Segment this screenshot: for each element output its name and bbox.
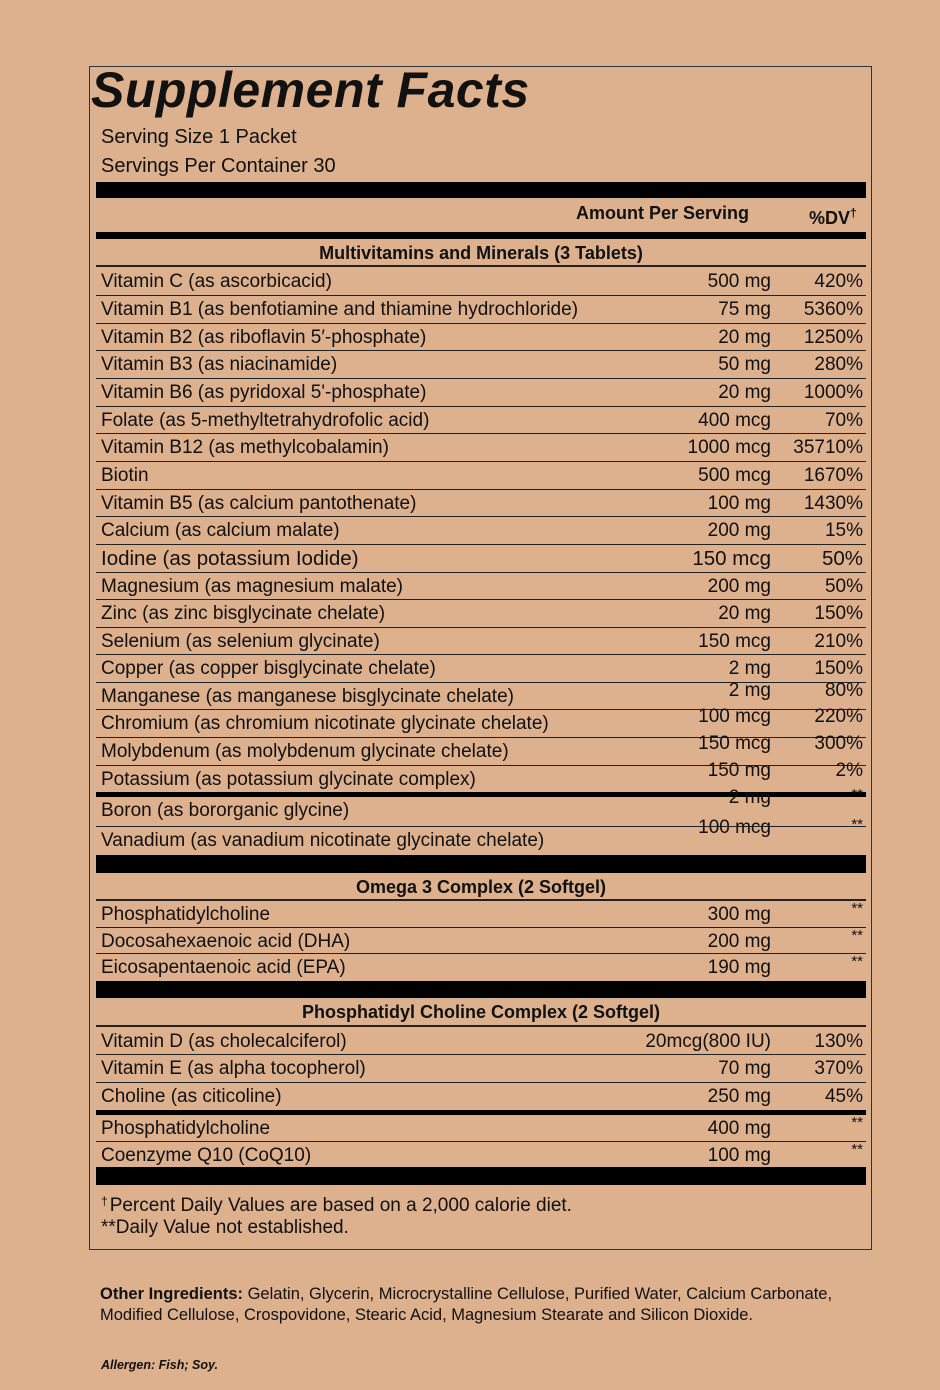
nutrient-row bbox=[96, 490, 866, 518]
nutrient-dv: 35710% bbox=[793, 437, 863, 458]
nutrient-name: Potassium (as potassium glycinate complex) bbox=[101, 769, 476, 790]
nutrient-amount: 150 mcg bbox=[698, 733, 771, 754]
nutrient-dv: 1430% bbox=[803, 493, 863, 514]
nutrient-row bbox=[96, 628, 866, 656]
nutrient-amount: 300 mg bbox=[707, 904, 771, 925]
dv-dagger: † bbox=[850, 206, 857, 220]
nutrient-dv: ** bbox=[851, 1141, 863, 1158]
nutrient-dv: ** bbox=[851, 816, 863, 833]
nutrient-row bbox=[96, 462, 866, 490]
amount-per-serving-header: Amount Per Serving bbox=[576, 203, 750, 223]
nutrient-row bbox=[96, 268, 866, 296]
nutrient-amount: 400 mg bbox=[707, 1118, 771, 1139]
nutrient-amount: 20 mg bbox=[718, 382, 771, 403]
nutrient-dv: 420% bbox=[814, 271, 863, 292]
nutrient-amount: 100 mcg bbox=[698, 706, 771, 727]
nutrient-name: Selenium (as selenium glycinate) bbox=[101, 631, 380, 652]
nutrient-dv: 50% bbox=[824, 576, 863, 597]
nutrient-amount: 200 mg bbox=[707, 520, 771, 541]
nutrient-amount: 70 mg bbox=[718, 1058, 771, 1079]
nutrient-dv: 80% bbox=[824, 680, 863, 701]
nutrient-amount: 2 mg bbox=[728, 658, 771, 679]
nutrient-dv: 150% bbox=[814, 603, 863, 624]
section-title-multivitamins: Multivitamins and Minerals (3 Tablets) bbox=[319, 243, 643, 263]
nutrient-name: Vitamin B6 (as pyridoxal 5'-phosphate) bbox=[101, 382, 427, 403]
nutrient-dv: 300% bbox=[814, 733, 863, 754]
nutrient-amount: 50 mg bbox=[718, 354, 771, 375]
nutrient-dv: 45% bbox=[824, 1086, 863, 1107]
nutrient-name: Vitamin B2 (as riboflavin 5′-phosphate) bbox=[101, 327, 427, 348]
footnote-not-established: **Daily Value not established. bbox=[101, 1217, 349, 1238]
section-title-omega3: Omega 3 Complex (2 Softgel) bbox=[355, 877, 607, 897]
nutrient-row bbox=[96, 901, 866, 929]
nutrient-dv: ** bbox=[851, 953, 863, 970]
other-ingredients bbox=[100, 1284, 845, 1326]
nutrient-row bbox=[96, 1055, 866, 1083]
nutrient-row bbox=[96, 1142, 866, 1170]
nutrient-amount: 100 mg bbox=[707, 493, 771, 514]
nutrient-amount: 2 mg bbox=[728, 787, 771, 808]
nutrient-dv: 5360% bbox=[803, 299, 863, 320]
nutrient-dv: ** bbox=[851, 1114, 863, 1131]
nutrient-amount: 190 mg bbox=[707, 957, 771, 978]
nutrient-name: Chromium (as chromium nicotinate glycinate chelate) bbox=[101, 713, 549, 734]
nutrient-amount: 1000 mcg bbox=[687, 437, 771, 458]
nutrient-amount: 200 mg bbox=[707, 576, 771, 597]
nutrient-name: Vitamin B5 (as calcium pantothenate) bbox=[101, 493, 417, 514]
nutrient-dv: 70% bbox=[824, 410, 863, 431]
nutrient-name: Vanadium (as vanadium nicotinate glycinate chelate) bbox=[101, 830, 545, 851]
section-divider bbox=[96, 1025, 866, 1027]
nutrient-row bbox=[96, 954, 866, 982]
nutrient-dv: 150% bbox=[814, 658, 863, 679]
header-divider bbox=[96, 232, 866, 239]
nutrient-name: Docosahexaenoic acid (DHA) bbox=[101, 931, 351, 952]
nutrient-name: Phosphatidylcholine bbox=[101, 1118, 271, 1139]
nutrient-amount: 500 mg bbox=[707, 271, 771, 292]
nutrient-amount: 100 mcg bbox=[698, 817, 771, 838]
nutrient-row bbox=[96, 407, 866, 435]
nutrient-amount: 20mcg(800 IU) bbox=[645, 1031, 771, 1052]
allergen-statement: Allergen: Fish; Soy. bbox=[101, 1358, 218, 1372]
nutrient-dv: 1000% bbox=[803, 382, 863, 403]
serving-size: Serving Size 1 Packet bbox=[101, 126, 297, 148]
nutrient-name: Choline (as citicoline) bbox=[101, 1086, 282, 1107]
nutrient-name: Vitamin B3 (as niacinamide) bbox=[101, 354, 338, 375]
nutrient-amount: 150 mcg bbox=[692, 547, 771, 570]
nutrient-name: Calcium (as calcium malate) bbox=[101, 520, 340, 541]
other-ingredients-label: Other Ingredients: bbox=[100, 1285, 244, 1303]
nutrient-name: Folate (as 5-methyltetrahydrofolic acid) bbox=[101, 410, 430, 431]
nutrient-dv: 130% bbox=[814, 1031, 863, 1052]
nutrient-name: Iodine (as potassium Iodide) bbox=[101, 547, 359, 570]
nutrient-name: Vitamin C (as ascorbicacid) bbox=[101, 271, 332, 292]
footnote-dagger: † bbox=[101, 1194, 108, 1208]
nutrient-amount: 500 mcg bbox=[698, 465, 771, 486]
nutrient-dv: 220% bbox=[814, 706, 863, 727]
nutrient-name: Molybdenum (as molybdenum glycinate chelate) bbox=[101, 741, 509, 762]
nutrient-name: Vitamin B1 (as benfotiamine and thiamine hydrochloride) bbox=[101, 299, 579, 320]
nutrient-name: Eicosapentaenoic acid (EPA) bbox=[101, 957, 346, 978]
nutrient-name: Zinc (as zinc bisglycinate chelate) bbox=[101, 603, 386, 624]
nutrient-name: Magnesium (as magnesium malate) bbox=[101, 576, 404, 597]
nutrient-row bbox=[96, 1028, 866, 1056]
nutrient-row bbox=[96, 1083, 866, 1111]
page-title: Supplement Facts bbox=[91, 62, 530, 118]
nutrient-dv: 1250% bbox=[803, 327, 863, 348]
section-title-phosphatidyl-choline: Phosphatidyl Choline Complex (2 Softgel) bbox=[301, 1002, 661, 1022]
title-border-tick bbox=[89, 118, 90, 126]
nutrient-row bbox=[96, 573, 866, 601]
nutrient-name: Copper (as copper bisglycinate chelate) bbox=[101, 658, 436, 679]
nutrient-name: Vitamin D (as cholecalciferol) bbox=[101, 1031, 347, 1052]
thick-divider bbox=[96, 981, 866, 998]
nutrient-row bbox=[96, 296, 866, 324]
nutrient-dv: 15% bbox=[824, 520, 863, 541]
footnote-dv-text: Percent Daily Values are based on a 2,000 calorie diet. bbox=[109, 1195, 572, 1216]
other-ingredients-text: Gelatin, Glycerin, Microcrystalline Cellulose, Purified Water, Calcium Carbonate, Modified Cellulose, Crospovidone, Stearic Acid, Magnesium Stearate and Silicon Dioxide. bbox=[100, 1285, 833, 1324]
nutrient-row bbox=[96, 816, 866, 855]
nutrient-row bbox=[96, 434, 866, 462]
nutrient-amount: 400 mcg bbox=[698, 410, 771, 431]
thick-divider bbox=[96, 855, 866, 873]
dv-header-label: %DV bbox=[809, 208, 851, 228]
nutrient-dv: 370% bbox=[814, 1058, 863, 1079]
nutrient-row bbox=[96, 600, 866, 628]
nutrient-row bbox=[96, 351, 866, 379]
nutrient-dv: 1670% bbox=[803, 465, 863, 486]
thick-divider bbox=[96, 182, 866, 198]
nutrient-amount: 200 mg bbox=[707, 931, 771, 952]
nutrient-dv: ** bbox=[851, 927, 863, 944]
nutrient-amount: 100 mg bbox=[707, 1145, 771, 1166]
section-divider bbox=[96, 265, 866, 267]
nutrient-amount: 75 mg bbox=[718, 299, 771, 320]
nutrient-dv: ** bbox=[851, 900, 863, 917]
nutrient-amount: 150 mcg bbox=[698, 631, 771, 652]
nutrient-name: Phosphatidylcholine bbox=[101, 904, 271, 925]
nutrient-row bbox=[96, 324, 866, 352]
nutrient-row bbox=[96, 379, 866, 407]
thick-divider bbox=[96, 1167, 866, 1185]
nutrient-row bbox=[96, 545, 866, 573]
nutrient-amount: 250 mg bbox=[707, 1086, 771, 1107]
nutrient-name: Biotin bbox=[101, 465, 149, 486]
nutrient-row bbox=[96, 928, 866, 956]
nutrient-name: Vitamin B12 (as methylcobalamin) bbox=[101, 437, 389, 458]
servings-per-container: Servings Per Container 30 bbox=[101, 155, 336, 177]
nutrient-dv: 280% bbox=[814, 354, 863, 375]
nutrient-name: Boron (as bororganic glycine) bbox=[101, 800, 350, 821]
nutrient-dv: 2% bbox=[835, 760, 863, 781]
nutrient-row bbox=[96, 517, 866, 545]
nutrient-name: Manganese (as manganese bisglycinate chelate) bbox=[101, 686, 514, 707]
nutrient-dv: 210% bbox=[814, 631, 863, 652]
nutrient-amount: 2 mg bbox=[728, 680, 771, 701]
nutrient-dv: ** bbox=[851, 786, 863, 803]
dv-header bbox=[809, 202, 857, 229]
nutrient-amount: 20 mg bbox=[718, 603, 771, 624]
nutrient-name: Coenzyme Q10 (CoQ10) bbox=[101, 1145, 312, 1166]
nutrient-row bbox=[96, 1115, 866, 1143]
nutrient-dv: 50% bbox=[821, 547, 863, 570]
nutrient-amount: 20 mg bbox=[718, 327, 771, 348]
nutrient-amount: 150 mg bbox=[707, 760, 771, 781]
nutrient-name: Vitamin E (as alpha tocopherol) bbox=[101, 1058, 366, 1079]
footnote-dv bbox=[101, 1189, 572, 1218]
